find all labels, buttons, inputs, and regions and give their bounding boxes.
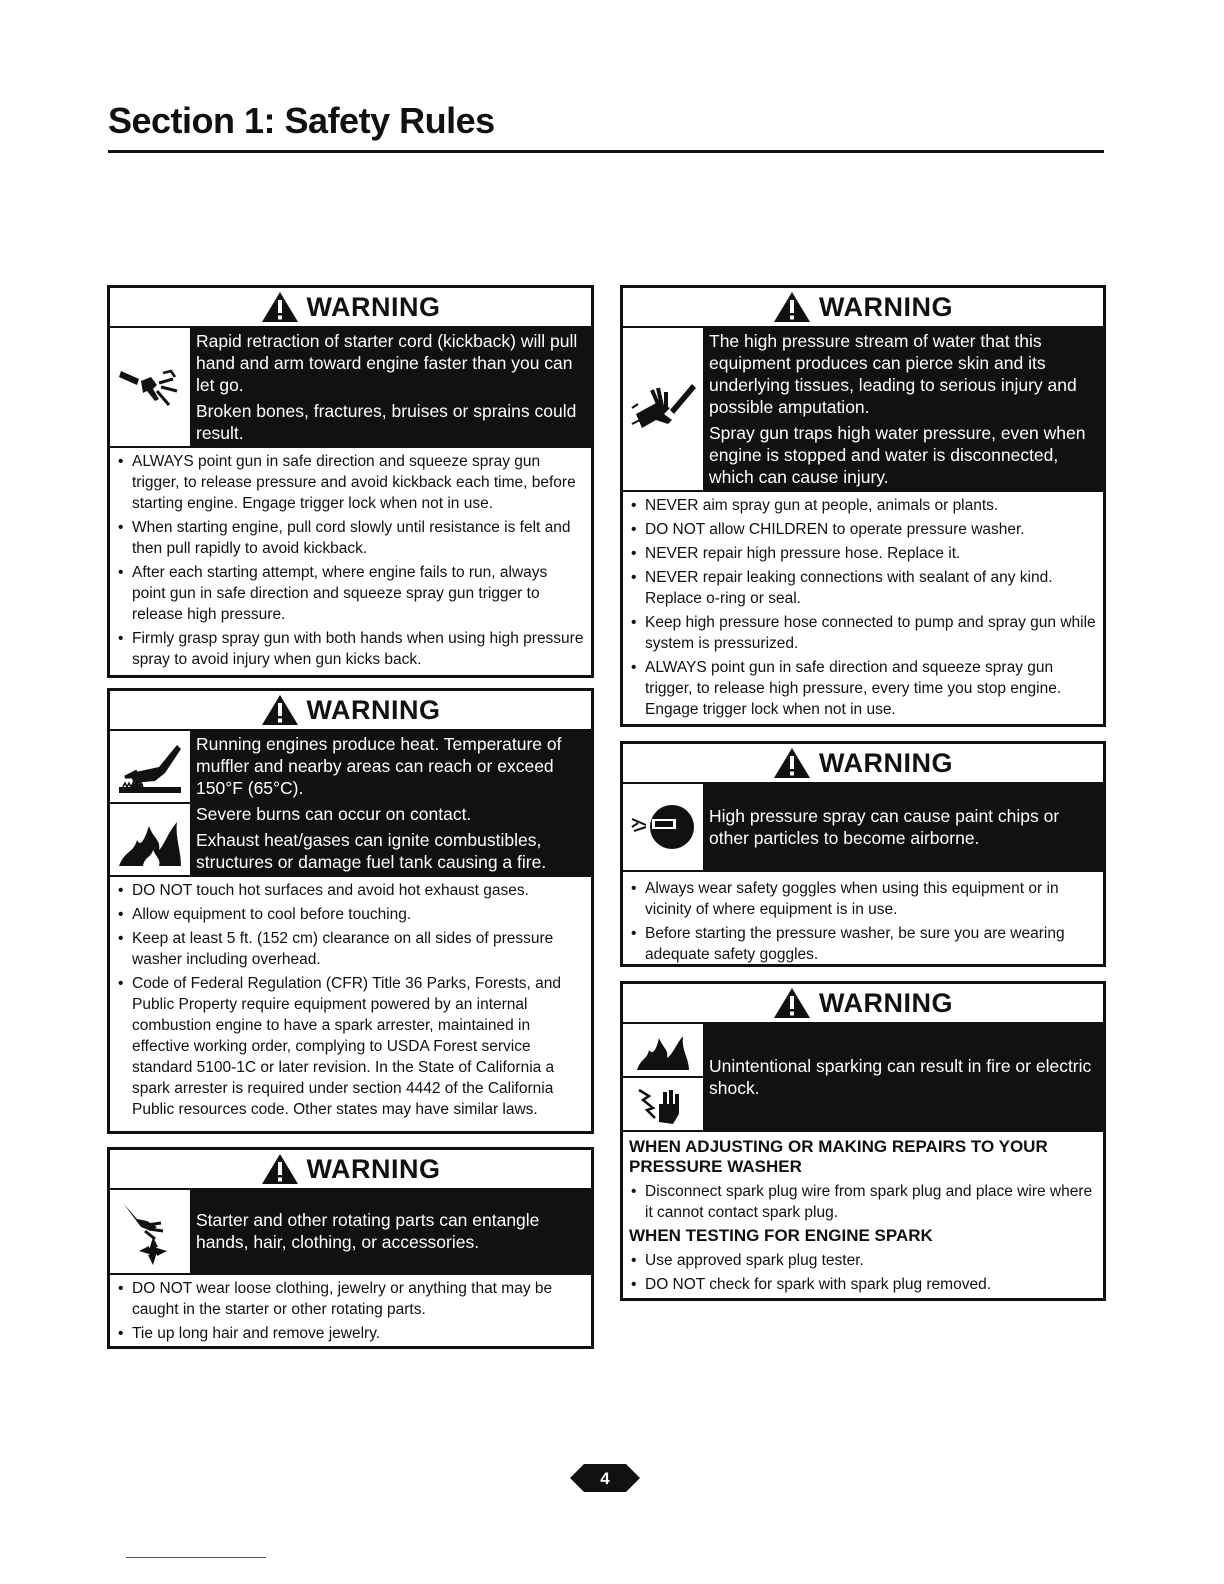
alert-triangle-icon [773, 987, 811, 1019]
hand-pulled-by-cord-icon [110, 328, 190, 446]
instruction-list [110, 1273, 591, 1351]
list-item: • Tie up long hair and remove jewelry. [116, 1323, 585, 1344]
list-item: • NEVER repair leaking connections with sealant of any kind. Replace o-ring or seal. [629, 567, 1097, 609]
fire-icon [623, 1024, 703, 1078]
instruction-list [623, 870, 1103, 972]
section-heading: WHEN ADJUSTING OR MAKING REPAIRS TO YOUR PRESSURE WASHER [629, 1137, 1048, 1176]
warning-label: WARNING [306, 694, 441, 725]
list-item: • Allow equipment to cool before touching. [116, 904, 585, 925]
safety-goggles-icon [623, 784, 703, 870]
warning-header [110, 691, 591, 731]
warning-header [623, 984, 1103, 1024]
warning-header [110, 288, 591, 328]
page-title: Section 1: Safety Rules [108, 100, 495, 141]
hazard-band [110, 328, 591, 446]
page-number: 4 [600, 1469, 610, 1488]
alert-triangle-icon [261, 291, 299, 323]
warning-label: WARNING [819, 291, 953, 322]
hazard-text: Spray gun traps high water pressure, even when engine is stopped and water is disconnected, which can cause injury. [709, 422, 1086, 487]
list-item: • After each starting attempt, where engine fails to run, always point gun in safe direction and squeeze spray gun trigger to release high pressure. [116, 562, 585, 625]
list-item: • When starting engine, pull cord slowly until resistance is felt and then pull rapidly to avoid kickback. [116, 517, 585, 559]
entanglement-icon [110, 1190, 190, 1273]
warning-box-goggles [620, 741, 1106, 967]
list-item: • DO NOT allow CHILDREN to operate pressure washer. [629, 519, 1097, 540]
page-number-badge [570, 1460, 640, 1496]
list-item: • ALWAYS point gun in safe direction and squeeze spray gun trigger, to release pressure and avoid kickback each time, before starting engine. Engage trigger lock when not in use. [116, 451, 585, 514]
instruction-list [110, 875, 591, 1127]
fire-icon [110, 804, 190, 875]
list-item: • Firmly grasp spray gun with both hands when using high pressure spray to avoid injury when gun kicks back. [116, 628, 585, 670]
list-item: • Disconnect spark plug wire from spark plug and place wire where it cannot contact spark plug. [629, 1181, 1097, 1223]
hazard-band [110, 1190, 591, 1273]
hazard-text: Rapid retraction of starter cord (kickback) will pull hand and arm toward engine faster than you can let go. [196, 330, 578, 395]
warning-box-rotating [107, 1147, 594, 1349]
hot-surface-icon [110, 731, 190, 804]
footer-rule [126, 1557, 266, 1558]
hazard-text: High pressure spray can cause paint chips or other particles to become airborne. [709, 805, 1060, 848]
alert-triangle-icon [773, 291, 811, 323]
warning-header [623, 744, 1103, 784]
list-item: • NEVER repair high pressure hose. Replace it. [629, 543, 1097, 564]
list-item: • DO NOT check for spark with spark plug removed. [629, 1274, 1097, 1295]
warning-box-heat [107, 688, 594, 1134]
list-item: • Always wear safety goggles when using this equipment or in vicinity of where equipment is in use. [629, 878, 1097, 920]
list-item: • ALWAYS point gun in safe direction and squeeze spray gun trigger, to release high pressure, every time you stop engine. Engage trigger lock when not in use. [629, 657, 1097, 720]
skin-injection-icon [623, 328, 703, 490]
hazard-text: Severe burns can occur on contact. [196, 803, 472, 824]
list-item: • Code of Federal Regulation (CFR) Title 36 Parks, Forests, and Public Property require equipment powered by an internal combustion engine to have a spark arrester, maintained in effective working order, complying to USDA Forest service standard 5100-1C or later revision. In the State of California a spark arrester is required under section 4442 of the California Public resources code. Other states may have similar laws. [116, 973, 585, 1120]
hazard-text: The high pressure stream of water that this equipment produces can pierce skin and its underlying tissues, leading to serious injury and possible amputation. [709, 330, 1077, 417]
warning-label: WARNING [819, 987, 953, 1018]
warning-header [110, 1150, 591, 1190]
alert-triangle-icon [261, 1153, 299, 1185]
title-rule [108, 150, 1104, 153]
warning-header [623, 288, 1103, 328]
list-item: • DO NOT wear loose clothing, jewelry or anything that may be caught in the starter or other rotating parts. [116, 1278, 585, 1320]
instruction-list [110, 446, 591, 677]
list-item: • Keep high pressure hose connected to pump and spray gun while system is pressurized. [629, 612, 1097, 654]
warning-label: WARNING [306, 291, 441, 322]
hazard-band [110, 731, 591, 875]
list-item: • NEVER aim spray gun at people, animals or plants. [629, 495, 1097, 516]
list-item: • Before starting the pressure washer, be sure you are wearing adequate safety goggles. [629, 923, 1097, 965]
list-item: • Use approved spark plug tester. [629, 1250, 1097, 1271]
warning-label: WARNING [306, 1153, 441, 1184]
alert-triangle-icon [773, 747, 811, 779]
warning-label: WARNING [819, 747, 953, 778]
hazard-band [623, 784, 1103, 870]
hazard-text: Starter and other rotating parts can entangle hands, hair, clothing, or accessories. [196, 1210, 540, 1252]
instruction-list [623, 490, 1103, 727]
electric-shock-icon [623, 1078, 703, 1130]
warning-box-spark [620, 981, 1106, 1301]
hazard-text: Exhaust heat/gases can ignite combustibles, structures or damage fuel tank causing a fire. [196, 829, 547, 872]
hazard-text: Running engines produce heat. Temperature of muffler and nearby areas can reach or exceed 150°F (65°C). [196, 733, 562, 798]
hazard-text: Unintentional sparking can result in fire or electric shock. [709, 1055, 1092, 1098]
hazard-text: Broken bones, fractures, bruises or sprains could result. [196, 400, 577, 443]
section-heading: WHEN TESTING FOR ENGINE SPARK [629, 1226, 933, 1245]
alert-triangle-icon [261, 694, 299, 726]
hazard-band [623, 1024, 1103, 1130]
warning-box-pressure [620, 285, 1106, 727]
warning-box-kickback [107, 285, 594, 678]
list-item: • DO NOT touch hot surfaces and avoid hot exhaust gases. [116, 880, 585, 901]
hazard-band [623, 328, 1103, 490]
list-item: • Keep at least 5 ft. (152 cm) clearance on all sides of pressure washer including overhead. [116, 928, 585, 970]
instruction-list [623, 1130, 1103, 1302]
